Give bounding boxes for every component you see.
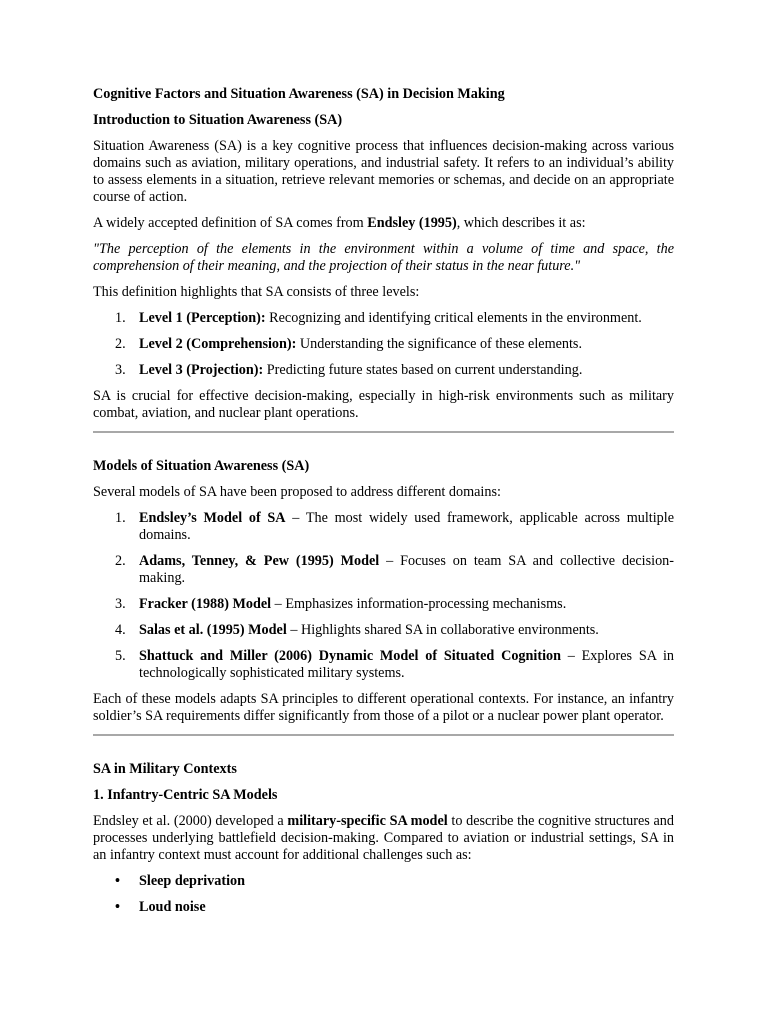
definition-text-post: , which describes it as: bbox=[456, 215, 586, 231]
list-item bbox=[93, 899, 674, 916]
level-label: Level 2 (Comprehension): bbox=[139, 336, 297, 352]
military-paragraph bbox=[93, 813, 674, 864]
model-text: – Emphasizes information-processing mechanisms. bbox=[271, 596, 567, 612]
list-item bbox=[93, 553, 674, 587]
models-heading: Models of Situation Awareness (SA) bbox=[93, 458, 310, 474]
model-text: – Explores SA in technologically sophisticated military systems. bbox=[139, 648, 674, 681]
definition-citation: Endsley (1995) bbox=[367, 215, 457, 231]
military-model-term: military-specific SA model bbox=[287, 813, 448, 829]
list-number: 4. bbox=[115, 622, 126, 638]
levels-intro: This definition highlights that SA consists of three levels: bbox=[93, 284, 420, 300]
list-item bbox=[93, 336, 674, 353]
military-heading: SA in Military Contexts bbox=[93, 761, 237, 777]
level-label: Level 3 (Projection): bbox=[139, 362, 264, 378]
levels-list bbox=[93, 310, 674, 379]
model-name: Adams, Tenney, & Pew (1995) Model bbox=[139, 553, 380, 569]
models-intro: Several models of SA have been proposed to address different domains: bbox=[93, 484, 501, 500]
definition-paragraph bbox=[93, 215, 674, 232]
document-title: Cognitive Factors and Situation Awareness (SA) in Decision Making bbox=[93, 86, 505, 102]
model-name: Endsley’s Model of SA bbox=[139, 510, 286, 526]
list-number: 2. bbox=[115, 553, 126, 569]
military-subheading: 1. Infantry-Centric SA Models bbox=[93, 787, 278, 803]
model-name: Fracker (1988) Model bbox=[139, 596, 272, 612]
model-name: Shattuck and Miller (2006) Dynamic Model of Situated Cognition bbox=[139, 648, 561, 664]
models-closing: Each of these models adapts SA principles to different operational contexts. For instance, an infantry soldier’s SA requirements differ significantly from those of a pilot or a nuclear power plant operator. bbox=[93, 691, 674, 724]
list-number: 1. bbox=[115, 510, 126, 526]
challenges-list bbox=[93, 873, 674, 916]
intro-paragraph: Situation Awareness (SA) is a key cognitive process that influences decision-making across various domains such as aviation, military operations, and industrial safety. It refers to an individual’s ability to assess elements in a situation, retrieve relevant memories or schemas, and decide on an appropriate course of action. bbox=[93, 138, 674, 205]
list-item bbox=[93, 310, 674, 327]
bullet-symbol: • bbox=[115, 899, 120, 915]
list-item bbox=[93, 622, 674, 639]
military-text-post: to describe the cognitive structures and processes underlying battlefield decision-making. Compared to aviation or industrial settings, SA in an infantry context must account for additional challenges such as: bbox=[93, 813, 674, 863]
model-name: Salas et al. (1995) Model bbox=[139, 622, 287, 638]
list-item bbox=[93, 873, 674, 890]
section-divider bbox=[93, 431, 674, 433]
level-text: Recognizing and identifying critical elements in the environment. bbox=[265, 310, 642, 326]
level-text: Understanding the significance of these elements. bbox=[296, 336, 583, 352]
intro-closing: SA is crucial for effective decision-making, especially in high-risk environments such as military combat, aviation, and nuclear plant operations. bbox=[93, 388, 674, 421]
list-number: 5. bbox=[115, 648, 126, 664]
level-text: Predicting future states based on current understanding. bbox=[263, 362, 583, 378]
list-item bbox=[93, 362, 674, 379]
model-text: – Focuses on team SA and collective decision-making. bbox=[139, 553, 674, 586]
list-item bbox=[93, 596, 674, 613]
bullet-symbol: • bbox=[115, 873, 120, 889]
definition-text-pre: A widely accepted definition of SA comes from bbox=[93, 215, 368, 231]
level-label: Level 1 (Perception): bbox=[139, 310, 266, 326]
challenge-text: Sleep deprivation bbox=[139, 873, 246, 889]
list-item bbox=[93, 510, 674, 544]
list-number: 3. bbox=[115, 596, 126, 612]
list-number: 3. bbox=[115, 362, 126, 378]
challenge-text: Loud noise bbox=[139, 899, 206, 915]
military-text-pre: Endsley et al. (2000) developed a bbox=[93, 813, 288, 829]
definition-quote: "The perception of the elements in the environment within a volume of time and space, the comprehension of their meaning, and the projection of their status in the near future." bbox=[93, 241, 674, 274]
section-divider bbox=[93, 734, 674, 736]
models-list bbox=[93, 510, 674, 682]
list-item bbox=[93, 648, 674, 682]
list-number: 2. bbox=[115, 336, 126, 352]
intro-heading: Introduction to Situation Awareness (SA) bbox=[93, 112, 343, 128]
model-text: – Highlights shared SA in collaborative environments. bbox=[286, 622, 599, 638]
list-number: 1. bbox=[115, 310, 126, 326]
model-text: – The most widely used framework, applicable across multiple domains. bbox=[139, 510, 674, 543]
